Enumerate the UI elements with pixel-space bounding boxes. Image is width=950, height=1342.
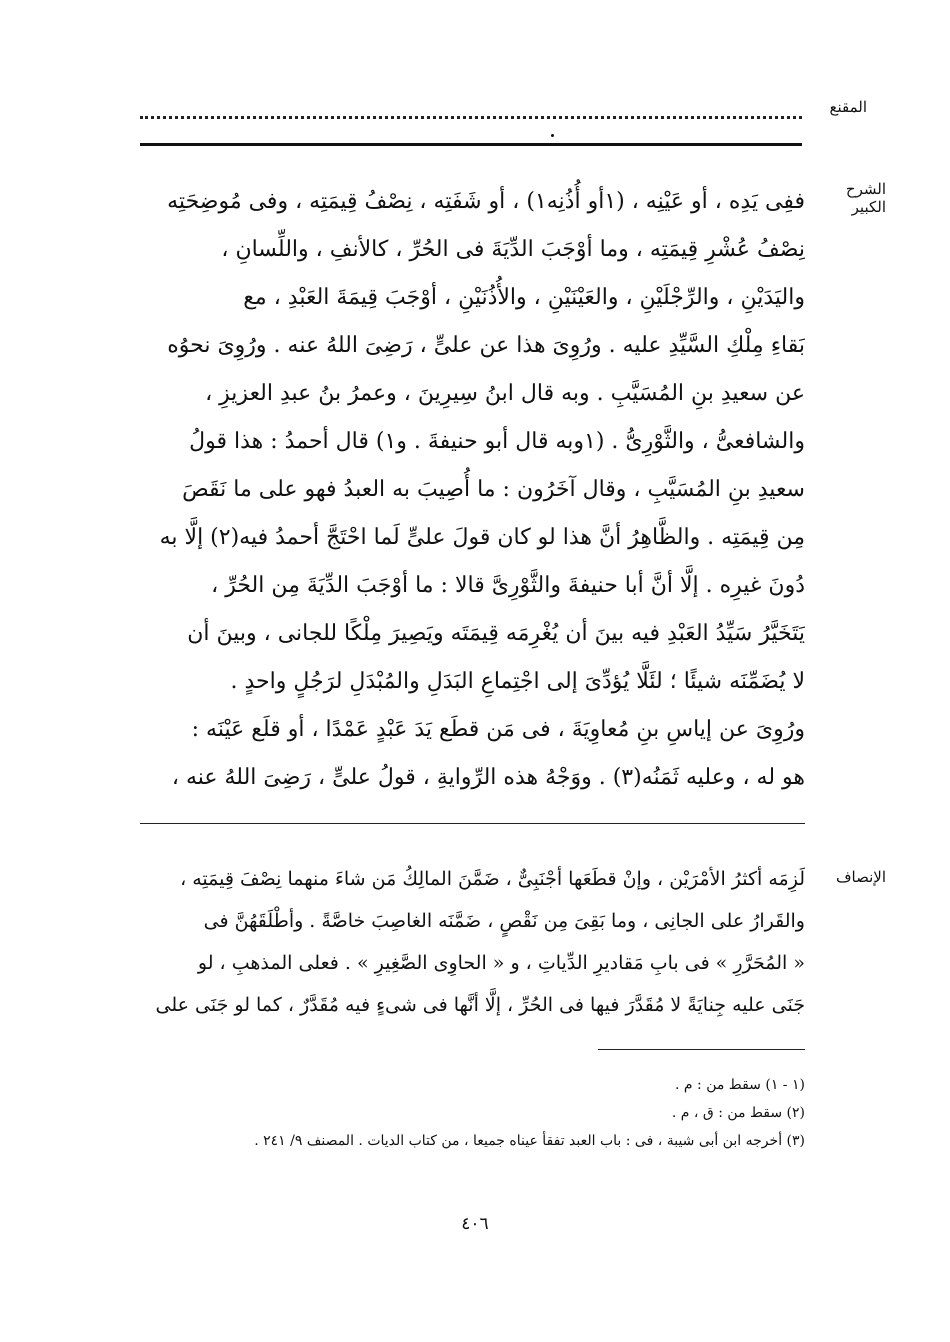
text-line: والقَرارُ على الجانِى ، وما بَقِىَ مِن نَقْصٍ ، ضَمَّنَه الغاصِبَ خاصَّةً . وأطْلَقَهُنَّ فى: [203, 910, 805, 932]
header-dotted-rule: [140, 116, 802, 119]
footnote: (٣) أخرجه ابن أبى شيبة ، فى : باب العبد تفقأ عيناه جميعا ، من كتاب الديات . المصنف ٩/ ٢٤١ .: [254, 1133, 805, 1149]
text-line: ورُوِىَ عن إياسِ بنِ مُعاوِيَةَ ، فى مَن قطَع يَدَ عَبْدٍ عَمْدًا ، أو قلَع عَيْنَه :: [191, 717, 805, 742]
text-line: عن سعيدِ بنِ المُسَيَّبِ . وبه قال ابنُ سِيرِينَ ، وعمرُ بنُ عبدِ العزيزِ ،: [205, 381, 805, 406]
text-line: والشافعىُّ ، والثَّوْرِىُّ . (١وبه قال أبو حنيفةَ . و١) قال أحمدُ : هذا قولُ: [189, 429, 805, 454]
section-divider: [140, 823, 805, 824]
main-commentary-text: [140, 178, 805, 802]
header-rule-mark: [551, 134, 554, 137]
text-line: سعيدِ بنِ المُسَيَّبِ ، وقال آخَرُون : ما أُصِيبَ به العبدُ فهو على ما نَقَصَ: [182, 477, 805, 502]
text-line: جَنَى عليه جِنايَةً لا مُقَدَّرَ فيها فى الحُرِّ ، إلَّا أنَّها فى شىءٍ فيه مُقَدَّرٌ ، كما لو جَنَى على: [155, 994, 805, 1016]
page-number: ٤٠٦: [461, 1214, 489, 1234]
text-line: يَتَخَيَّرُ سَيِّدُ العَبْدِ فيه بينَ أن يُغْرِمَه قِيمَتَه ويَصِيرَ مِلْكًا للجانى ، وبينَ أن: [187, 621, 805, 646]
text-line: نِصْفُ عُشْرِ قِيمَتِه ، وما أوْجَبَ الدِّيَةَ فى الحُرِّ ، كالأنفِ ، واللِّسانِ ،: [221, 237, 805, 262]
running-title: المقنع: [829, 98, 867, 116]
text-line: واليَدَيْنِ ، والرِّجْلَيْنِ ، والعَيْنَيْنِ ، والأُذُنَيْنِ ، أوْجَبَ قِيمَةَ العَبْدِ ، مع: [243, 285, 805, 310]
text-line: لا يُضَمِّنَه شيئًا ؛ لئَلَّا يُؤدِّىَ إلى اجْتِماعِ البَدَلِ والمُبْدَلِ لرَجُلٍ واحدٍ .: [230, 669, 805, 694]
text-line: « المُحَرَّرِ » فى بابِ مَقاديرِ الدِّياتِ ، و « الحاوِى الصَّغِيرِ » . فعلى المذهبِ ، لو: [197, 952, 805, 974]
side-label-insaf: الإنصاف: [835, 868, 886, 886]
footnotes: [140, 1071, 805, 1155]
footnote-rule: [598, 1049, 805, 1050]
text-line: دُونَ غيرِه . إلَّا أنَّ أبا حنيفةَ والثَّوْرِىَّ قالا : ما أوْجَبَ الدِّيَةَ مِن الحُرِّ ،: [211, 573, 805, 598]
footnote: (٢) سقط من : ق ، م .: [671, 1105, 805, 1121]
text-line: مِن قِيمَتِه . والظَّاهِرُ أنَّ هذا لو كان قولَ علىٍّ لَما احْتَجَّ أحمدُ فيه(٢) إلَّا به: [159, 525, 805, 550]
header-rule: [140, 143, 802, 146]
insaf-text: [140, 858, 805, 1026]
text-line: لَزِمَه أكثرُ الأمْرَيْن ، وإنْ قطَعَها أجْنَبِىٌّ ، ضَمَّنَ المالِكُ مَن شاءَ منهما نِصْفَ قِيمَتِه ،: [180, 868, 805, 890]
text-line: هو له ، وعليه ثَمَنُه(٣) . ووَجْهُ هذه الرِّوايةِ ، قولُ علىٍّ ، رَضِىَ اللهُ عنه ،: [171, 765, 805, 790]
text-line: بَقاءِ مِلْكِ السَّيِّدِ عليه . ورُوِىَ هذا عن علىٍّ ، رَضِىَ اللهُ عنه . ورُوِىَ نحوُه: [167, 333, 805, 358]
side-label-sharh: الشرح الكبير: [845, 180, 886, 216]
text-line: ففِى يَدِه ، أو عَيْنِه ، (١أو أُذُنِه١) ، أو شَفَتِه ، نِصْفُ قِيمَتِه ، وفى مُوضِحَتِه: [167, 189, 805, 214]
footnote: (١ - ١) سقط من : م .: [675, 1077, 805, 1093]
